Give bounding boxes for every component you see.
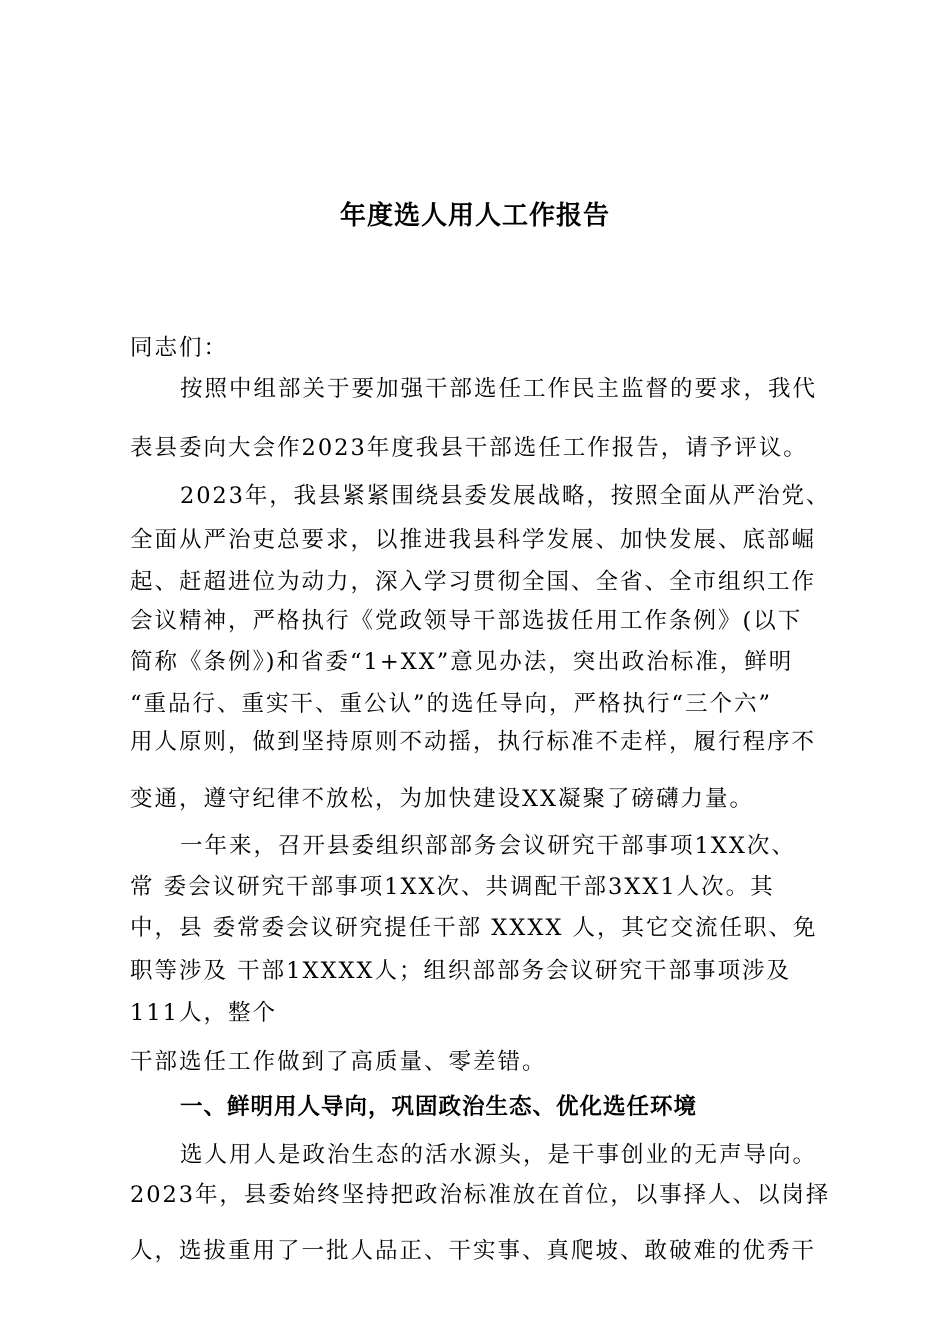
paragraph-line: 起、赶超进位为动力，深入学习贯彻全国、全省、全市组织工作 — [130, 569, 817, 595]
paragraph-line: 全面从严治吏总要求，以推进我县科学发展、加快发展、底部崛 — [130, 527, 817, 553]
paragraph-line: “重品行、重实干、重公认”的选任导向，严格执行“三个六” — [130, 691, 773, 717]
document-title: 年度选人用人工作报告 — [339, 201, 610, 231]
paragraph-line: 表县委向大会作2023年度我县干部选任工作报告，请予评议。 — [130, 435, 808, 461]
paragraph-line: 职等涉及 干部1XXXX人；组织部部务会议研究干部事项涉及 — [130, 958, 792, 984]
paragraph-line: 人，选拔重用了一批人品正、干实事、真爬坡、敢破难的优秀干 — [130, 1238, 817, 1264]
paragraph-line: 常 委会议研究干部事项1XX次、共调配干部3XX1人次。其 — [130, 874, 775, 900]
section-heading: 一、鲜明用人导向，巩固政治生态、优化选任环境 — [180, 1094, 698, 1120]
paragraph-line: 简称《条例》)和省委“1+XX”意见办法，突出政治标准，鲜明 — [130, 649, 794, 675]
paragraph-line: 用人原则，做到坚持原则不动摇，执行标准不走样，履行程序不 — [130, 729, 817, 755]
paragraph-line: 选人用人是政治生态的活水源头，是干事创业的无声导向。 — [180, 1142, 818, 1168]
salutation: 同志们： — [130, 335, 229, 361]
paragraph-line: 变通，遵守纪律不放松，为加快建设XX凝聚了磅礴力量。 — [130, 786, 755, 812]
paragraph-line: 111人，整个 — [130, 1000, 277, 1026]
paragraph-line: 按照中组部关于要加强干部选任工作民主监督的要求，我代 — [180, 376, 818, 402]
paragraph-line: 中，县 委常委会议研究提任干部 XXXX 人，其它交流任职、免 — [130, 915, 818, 941]
paragraph-line: 会议精神，严格执行《党政领导干部选拔任用工作条例》(以下 — [130, 608, 803, 634]
paragraph-line: 2023年，我县紧紧围绕县委发展战略，按照全面从严治党、 — [180, 483, 831, 509]
paragraph-line: 2023年，县委始终坚持把政治标准放在首位，以事择人、以岗择 — [130, 1182, 831, 1208]
paragraph-line: 一年来，召开县委组织部部务会议研究干部事项1XX次、 — [180, 833, 796, 859]
paragraph-line: 干部选任工作做到了高质量、零差错。 — [130, 1049, 547, 1075]
